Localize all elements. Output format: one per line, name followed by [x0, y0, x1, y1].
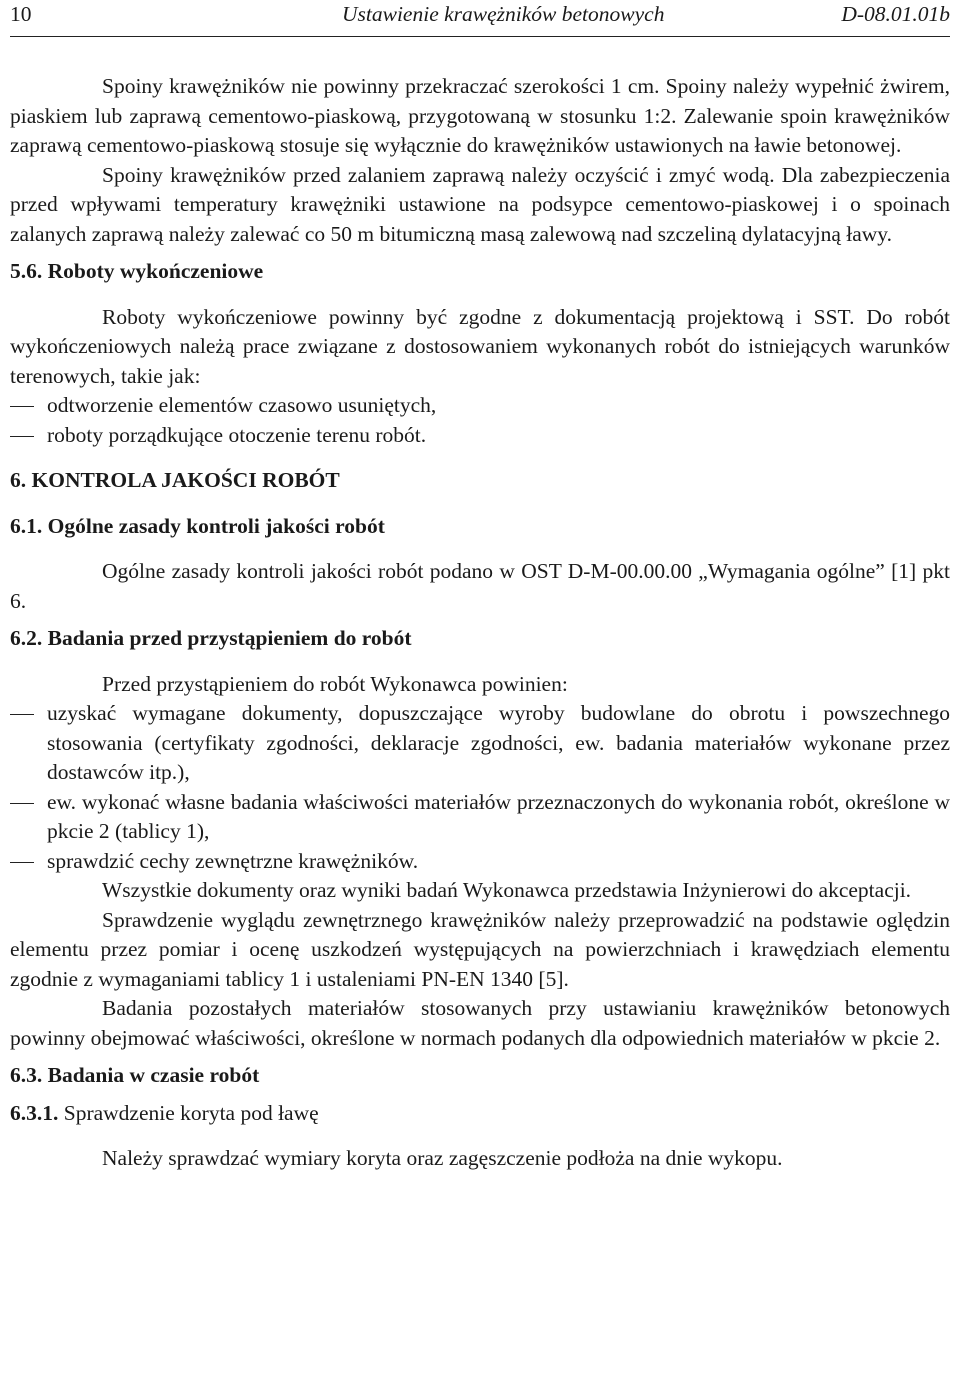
- paragraph-joints-cleaning: Spoiny krawężników przed zalaniem zaprawą należy oczyścić i zmyć wodą. Dla zabezpieczenia przed wpływami temperatury krawężniki ustawione na podsypce cementowo-piaskowej i o spoinach zalanych zaprawą należy zalewać co 50 m bitumiczną masą zalewową nad szczeliną dylatacyjną ławy.: [10, 162, 950, 246]
- list-item: uzyskać wymagane dokumenty, dopuszczające wyroby budowlane do obrotu i powszechnego stosowania (certyfikaty zgodności, deklaracje zgodności, ew. badania materiałów wykonane przez dostawców itp.),: [47, 701, 950, 784]
- paragraph-other-materials: Badania pozostałych materiałów stosowanych przy ustawianiu krawężników betonowych powinny obejmować właściwości, określone w normach podanych dla odpowiednich materiałów w pkcie 2.: [10, 996, 950, 1050]
- paragraph-joints-width: Spoiny krawężników nie powinny przekraczać szerokości 1 cm. Spoiny należy wypełnić żwirem, piaskiem lub zaprawą cementowo-piaskową, przygotowaną w stosunku 1:2. Zalewanie spoin krawężników zaprawą cementowo-piaskową stosuje się wyłącznie do krawężników ustawionych na ławie betonowej.: [10, 74, 950, 157]
- section-6-3-heading: 6.3. Badania w czasie robót: [10, 1063, 260, 1087]
- list-item: odtworzenie elementów czasowo usuniętych,: [47, 393, 437, 417]
- section-6-3-1-title: Sprawdzenie koryta pod ławę: [63, 1100, 319, 1125]
- page-header: [10, 0, 950, 37]
- section-6-heading: 6. KONTROLA JAKOŚCI ROBÓT: [10, 468, 340, 492]
- paragraph-before-works: Przed przystąpieniem do robót Wykonawca powinien:: [102, 671, 568, 696]
- page-body: [10, 72, 950, 1174]
- document-title: Ustawienie krawężników betonowych: [342, 2, 665, 26]
- section-6-3-1-number: 6.3.1.: [10, 1100, 59, 1125]
- page-number: 10: [10, 2, 32, 26]
- list-item: sprawdzić cechy zewnętrzne krawężników.: [47, 848, 419, 873]
- list-item: ew. wykonać własne badania właściwości materiałów przeznaczonych do wykonania robót, określone w pkcie 2 (tablicy 1),: [47, 789, 950, 843]
- document-code: D-08.01.01b: [841, 2, 950, 26]
- paragraph-trench-check: Należy sprawdzać wymiary koryta oraz zagęszczenie podłoża na dnie wykopu.: [102, 1146, 783, 1170]
- list-item: roboty porządkujące otoczenie terenu robót.: [47, 422, 427, 447]
- section-6-1-heading: 6.1. Ogólne zasady kontroli jakości robót: [10, 513, 385, 538]
- section-5-6-heading: 5.6. Roboty wykończeniowe: [10, 259, 264, 283]
- paragraph-finishing-works: Roboty wykończeniowe powinny być zgodne z dokumentacją projektową i SST. Do robót wykończeniowych należą prace związane z dostosowaniem wykonanych robót do istniejących warunków terenowych, takie jak:: [10, 304, 950, 388]
- section-6-2-heading: 6.2. Badania przed przystąpieniem do robót: [10, 626, 412, 650]
- paragraph-appearance-check: Sprawdzenie wyglądu zewnętrznego krawężników należy przeprowadzić na podstawie oględzin elementu przez pomiar i ocenę uszkodzeń występujących na powierzchniach i krawędziach elementu zgodnie z wymaganiami tablicy 1 i ustaleniami PN-EN 1340 [5].: [10, 907, 950, 991]
- paragraph-documents: Wszystkie dokumenty oraz wyniki badań Wykonawca przedstawia Inżynierowi do akceptacji.: [102, 878, 912, 902]
- paragraph-general-rules: Ogólne zasady kontroli jakości robót podano w OST D-M-00.00.00 „Wymagania ogólne” [1] pkt 6.: [10, 559, 950, 613]
- section-6-3-1-heading: [10, 1099, 950, 1129]
